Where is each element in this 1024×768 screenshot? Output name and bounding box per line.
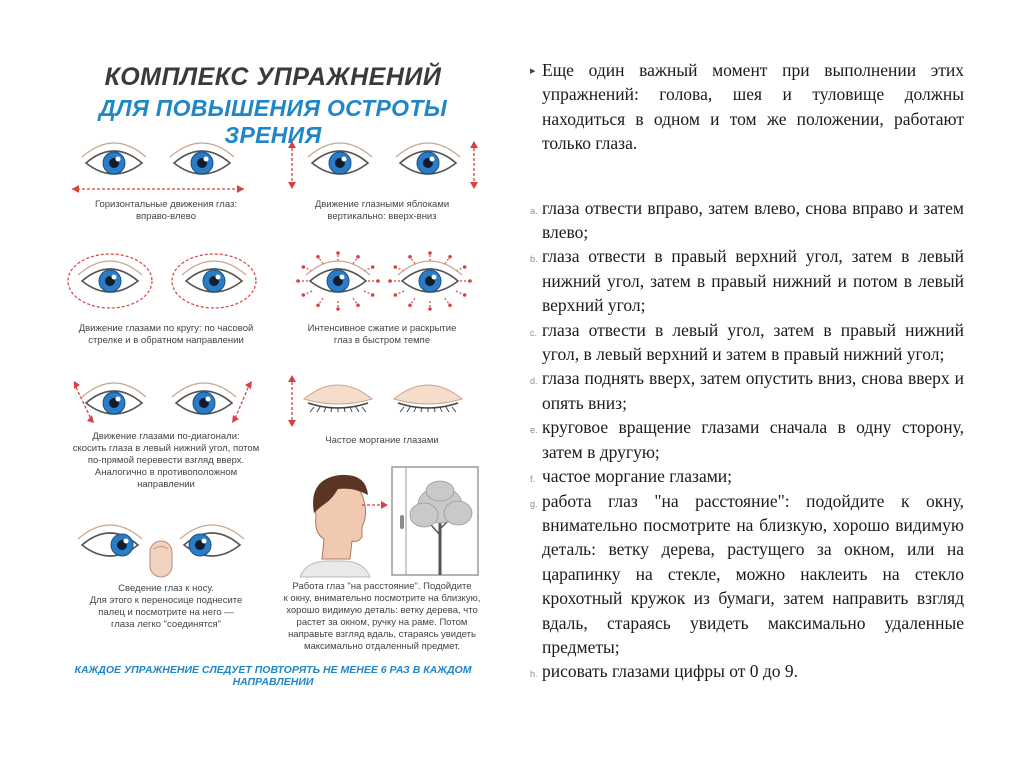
- eye-icon: [396, 143, 460, 174]
- list-item-text: глаза отвести в левый угол, затем в правый нижний угол, в левый верхний и затем в правый нижний угол;: [542, 319, 964, 365]
- exercise-vertical: [282, 141, 482, 251]
- intro-text: Еще один важный момент при выполнении этих упражнений: голова, шея и туловище должны находиться в одном и том же положении, работают только глаза.: [542, 60, 964, 154]
- text-content: [530, 58, 964, 684]
- exercise-circular: [66, 251, 266, 361]
- vertical-eyes-illustration: [282, 141, 482, 201]
- exercise-converge: [66, 517, 266, 657]
- list-item: [530, 196, 964, 245]
- poster-title: КОМПЛЕКС УПРАЖНЕНИЙ: [104, 63, 442, 91]
- list-marker: f.: [530, 474, 536, 485]
- poster-footer: КАЖДОЕ УПРАЖНЕНИЕ СЛЕДУЕТ ПОВТОРЯТЬ НЕ МЕНЕЕ 6 РАЗ В КАЖДОМ НАПРАВЛЕНИИ: [74, 664, 472, 688]
- list-item-text: работа глаз "на расстояние": подойдите к окну, внимательно посмотрите на близкую, хорошо видимую деталь: ветку дерева, растущего за окном, или на царапинку на стекле, можно наклеить на стекло крохотный кружок из бумаги, затем направить взгляд вдаль, стараясь увидеть максимально удаленные предметы;: [542, 490, 964, 657]
- list-item: [530, 244, 964, 317]
- list-marker: h.: [530, 669, 538, 680]
- blinking-eyes-illustration: [282, 371, 482, 431]
- list-item: [530, 464, 964, 488]
- list-item: [530, 318, 964, 367]
- eye-icon: [180, 525, 244, 556]
- poster-subtitle: ДЛЯ ПОВЫШЕНИЯ ОСТРОТЫ ЗРЕНИЯ: [98, 95, 448, 148]
- caption-distance: Работа глаз "на расстояние". Подойдите к окну, внимательно посмотрите на близкую, хорошо видимую деталь: ветку дерева, что растет за окном, ручку на раме. Потом направьте взгляд вдаль, стараясь увидеть максимально отдаленный предмет.: [283, 581, 481, 652]
- closed-eye-icon: [394, 385, 462, 412]
- eye-icon: [172, 383, 236, 414]
- caption-vertical: Движение глазными яблоками вертикально: вверх-вниз: [314, 199, 450, 222]
- list-item-text: глаза отвести в правый верхний угол, затем в левый нижний угол, затем в правый нижний и потом в левый верхний угол;: [542, 246, 964, 316]
- caption-squeeze: Интенсивное сжатие и раскрытие глаз в быстром темпе: [307, 323, 457, 346]
- eye-icon: [82, 383, 146, 414]
- distance-gaze-illustration: [282, 465, 482, 577]
- caption-blink: Частое моргание глазами: [325, 435, 439, 446]
- list-marker: c.: [530, 327, 538, 338]
- caption-horizontal: Горизонтальные движения глаз: вправо-влево: [94, 199, 238, 222]
- eye-icon: [82, 143, 146, 174]
- list-marker: a.: [530, 205, 538, 216]
- exercise-diagonal: [66, 371, 266, 511]
- caption-diagonal: Движение глазами по-диагонали: скосить глаза в левый нижний угол, потом по-прямой перевести взгляд вверх. Аналогично в противоположном направлении: [72, 431, 260, 490]
- eye-icon: [306, 261, 370, 292]
- eye-icon: [308, 143, 372, 174]
- list-item-text: глаза поднять вверх, затем опустить вниз, снова вверх и опять вниз;: [542, 368, 964, 413]
- converge-eyes-illustration: [66, 517, 266, 577]
- list-marker: g.: [530, 498, 538, 509]
- list-item: [530, 659, 964, 683]
- list-item: [530, 366, 964, 415]
- list-item-text: глаза отвести вправо, затем влево, снова вправо и затем влево;: [542, 197, 964, 243]
- list-marker: d.: [530, 376, 538, 387]
- circular-eyes-illustration: [66, 251, 266, 315]
- eye-icon: [78, 525, 142, 556]
- caption-converge: Сведение глаз к носу. Для этого к переносице поднесите палец и посмотрите на него — глаза легко "соединятся": [89, 583, 243, 630]
- diagonal-eyes-illustration: [66, 371, 266, 431]
- list-marker: e.: [530, 425, 538, 436]
- eye-icon: [182, 261, 246, 292]
- exercise-distance: [282, 465, 482, 665]
- bullet-icon: ▸: [530, 65, 536, 77]
- list-item: [530, 489, 964, 660]
- eye-icon: [78, 261, 142, 292]
- list-item-text: частое моргание глазами;: [542, 466, 733, 487]
- eye-icon: [398, 261, 462, 292]
- exercise-poster: [52, 55, 494, 695]
- list-item: [530, 415, 964, 464]
- closed-eye-icon: [304, 385, 372, 412]
- eye-icon: [170, 143, 234, 174]
- list-item-text: круговое вращение глазами сначала в одну сторону, затем в другую;: [542, 417, 964, 462]
- list-marker: b.: [530, 254, 538, 265]
- exercise-squeeze: [282, 251, 482, 361]
- squeeze-eyes-illustration: [282, 251, 482, 315]
- exercise-horizontal: [66, 141, 266, 251]
- intro-paragraph: [530, 58, 964, 156]
- exercise-list: [530, 196, 964, 684]
- exercise-blink: [282, 371, 482, 471]
- caption-circular: Движение глазами по кругу: по часовой стрелке и в обратном направлении: [78, 323, 254, 346]
- list-item-text: рисовать глазами цифры от 0 до 9.: [542, 661, 799, 682]
- horizontal-eyes-illustration: [66, 141, 266, 201]
